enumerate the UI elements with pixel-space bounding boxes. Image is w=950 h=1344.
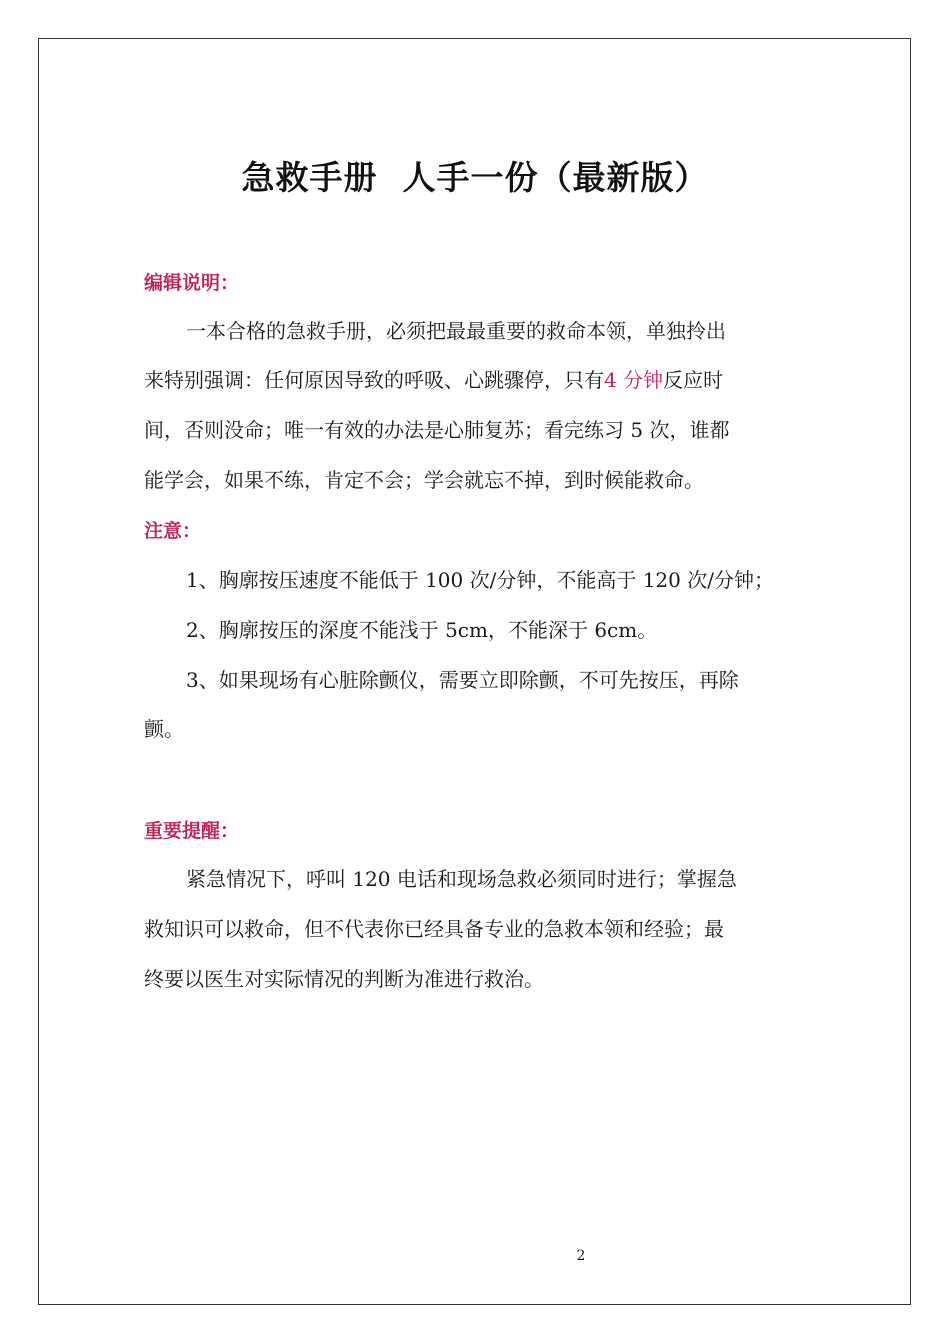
attention-item-1: 1、胸廓按压速度不能低于 100 次/分钟，不能高于 120 次/分钟； bbox=[186, 568, 774, 592]
editor-note-line-2-tail: 反应时 bbox=[663, 368, 724, 392]
page-number: 2 bbox=[576, 1248, 586, 1264]
editor-note-heading: 编辑说明： bbox=[144, 272, 240, 294]
editor-note-line-2-text: 来特别强调：任何原因导致的呼吸、心跳骤停，只有 bbox=[144, 368, 604, 392]
editor-note-line-2 bbox=[144, 367, 723, 393]
document-title: 急救手册 人手一份（最新版） bbox=[241, 158, 709, 197]
attention-item-2: 2、胸廓按压的深度不能浅于 5cm，不能深于 6cm。 bbox=[186, 618, 658, 642]
editor-note-line-3: 间，否则没命；唯一有效的办法是心肺复苏；看完练习 5 次，谁都 bbox=[144, 418, 730, 442]
reminder-line-2: 救知识可以救命，但不代表你已经具备专业的急救本领和经验；最 bbox=[144, 917, 724, 941]
attention-item-3: 3、如果现场有心脏除颤仪，需要立即除颤，不可先按压，再除 bbox=[186, 668, 739, 692]
editor-note-line-1: 一本合格的急救手册，必须把最最重要的救命本领，单独拎出 bbox=[186, 319, 726, 343]
attention-heading: 注意： bbox=[144, 520, 202, 542]
editor-note-line-4: 能学会，如果不练，肯定不会；学会就忘不掉，到时候能救命。 bbox=[144, 468, 704, 492]
reminder-heading: 重要提醒： bbox=[144, 820, 240, 842]
attention-item-3-cont: 颤。 bbox=[144, 717, 184, 741]
reminder-line-1: 紧急情况下，呼叫 120 电话和现场急救必须同时进行；掌握急 bbox=[186, 867, 737, 891]
reminder-line-3: 终要以医生对实际情况的判断为准进行救治。 bbox=[144, 967, 544, 991]
four-minutes-highlight: 4 分钟 bbox=[604, 368, 664, 392]
